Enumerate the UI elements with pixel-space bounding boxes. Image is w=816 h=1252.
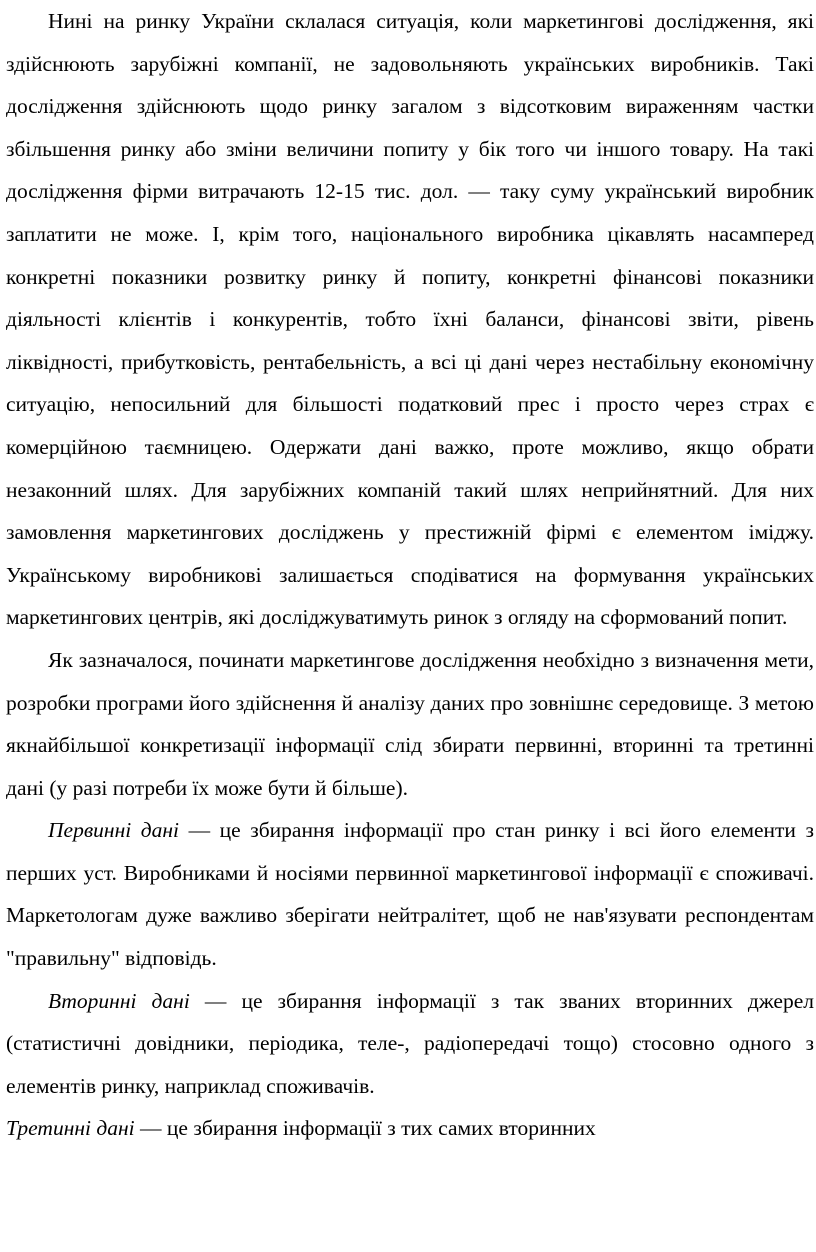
paragraph-primary-data: [6, 809, 814, 979]
definition-secondary-data: — це збирання інформації з так званих вторинних джерел (статистичні довідники, періодика, теле-, радіопередачі тощо) стосовно одного з елементів ринку, наприклад споживачів.: [6, 988, 814, 1098]
paragraph-tertiary-data: [6, 1107, 814, 1150]
document-page: [6, 0, 814, 1150]
paragraph-market-situation: Нині на ринку України склалася ситуація, коли маркетингові дослідження, які здійснюють зарубіжні компанії, не задовольняють українських виробників. Такі дослідження здійснюють щодо ринку загалом з відсотковим вираженням частки збільшення ринку або зміни величини попиту у бік того чи іншого товару. На такі дослідження фірми витрачають 12-15 тис. дол. — таку суму український виробник заплатити не може. І, крім того, національного виробника цікавлять насамперед конкретні показники розвитку ринку й попиту, конкретні фінансові показники діяльності клієнтів і конкурентів, тобто їхні баланси, фінансові звіти, рівень ліквідності, прибутковість, рентабельність, а всі ці дані через нестабільну економічну ситуацію, непосильний для більшості податковий прес і просто через страх є комерційною таємницею. Одержати дані важко, проте можливо, якщо обрати незаконний шлях. Для зарубіжних компаній такий шлях неприйнятний. Для них замовлення маркетингових досліджень у престижній фірмі є елементом іміджу. Українському виробникові залишається сподіватися на формування українських маркетингових центрів, які досліджуватимуть ринок з огляду на сформований попит.: [6, 9, 814, 630]
term-tertiary-data: Третинні дані: [6, 1116, 135, 1141]
paragraph-research-start: Як зазначалося, починати маркетингове дослідження необхідно з визначення мети, розробки програми його здійснення й аналізу даних про зовнішнє середовище. З метою якнайбільшої конкретизації інформації слід збирати первинні, вторинні та третинні дані (у разі потреби їх може бути й більше).: [6, 647, 814, 800]
definition-tertiary-data: — це збирання інформації з тих самих вторинних: [134, 1116, 596, 1141]
definition-primary-data: — це збирання інформації про стан ринку і всі його елементи з перших уст. Виробниками й носіями первинної маркетингової інформації є споживачі. Маркетологам дуже важливо зберігати нейтралітет, щоб не нав'язувати респондентам "правильну" відповідь.: [6, 818, 814, 971]
term-secondary-data: Вторинні дані: [48, 988, 190, 1013]
term-primary-data: Первинні дані: [48, 818, 180, 843]
paragraph-secondary-data: [6, 980, 814, 1108]
